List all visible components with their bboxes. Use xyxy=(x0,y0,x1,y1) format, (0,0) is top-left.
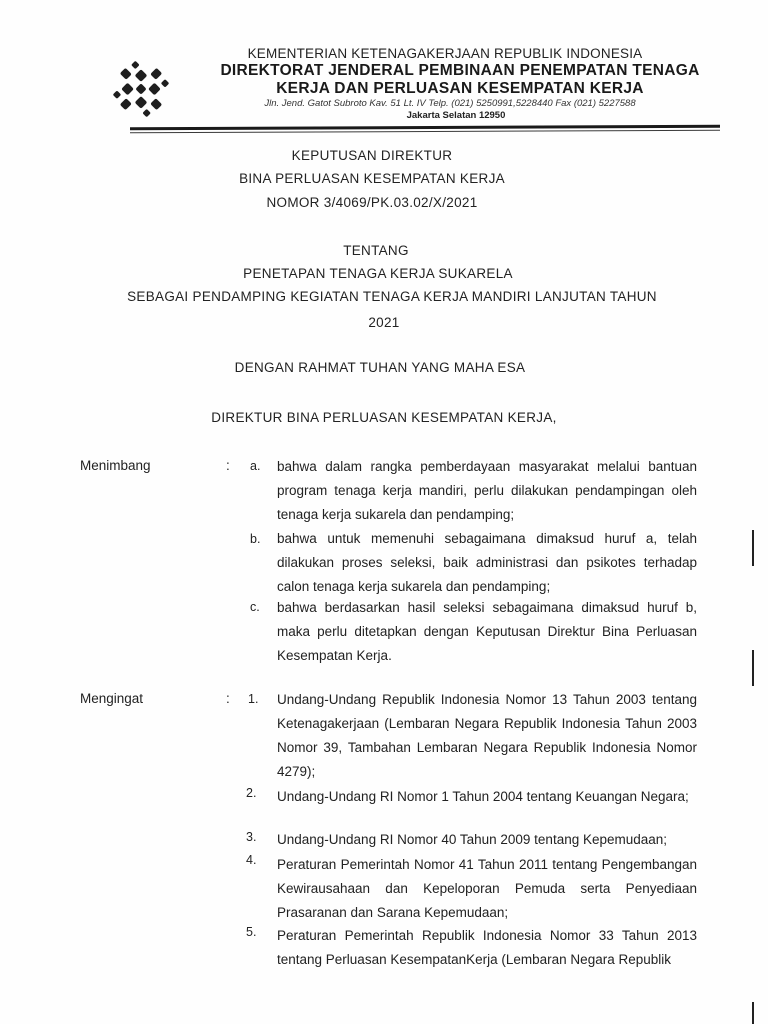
blessing-line: DENGAN RAHMAT TUHAN YANG MAHA ESA xyxy=(234,360,526,375)
about-line-2: SEBAGAI PENDAMPING KEGIATAN TENAGA KERJA MANDIRI LANJUTAN TAHUN xyxy=(127,289,657,304)
mengingat-item-4: Peraturan Pemerintah Nomor 41 Tahun 2011 tentang Pengembangan Kewirausahaan dan Kepeloporan Pemuda serta Penyediaan Prasaranan dan Sarana Kepemudaan; xyxy=(277,857,697,920)
decree-title-line-1: KEPUTUSAN DIREKTUR xyxy=(291,148,453,163)
mengingat-item-5: Peraturan Pemerintah Republik Indonesia Nomor 33 Tahun 2013 tentang Perluasan KesempatanKerja (Lembaran Negara Republik xyxy=(277,928,697,967)
about-heading: TENTANG xyxy=(343,243,409,258)
scan-edge-mark xyxy=(752,1002,754,1024)
ministry-name: KEMENTERIAN KETENAGAKERJAAN REPUBLIK INDONESIA xyxy=(247,46,643,61)
menimbang-item-b: bahwa untuk memenuhi sebagaimana dimaksud huruf a, telah dilakukan proses seleksi, baik administrasi dan psikotes terhadap calon tenaga kerja sukarela dan pendamping; xyxy=(277,531,697,594)
scan-edge-mark xyxy=(752,650,754,686)
menimbang-colon: : xyxy=(226,458,230,473)
directorate-general-line-1: DIREKTORAT JENDERAL PEMBINAAN PENEMPATAN TENAGA xyxy=(220,62,700,79)
about-line-1: PENETAPAN TENAGA KERJA SUKARELA xyxy=(243,266,513,281)
mengingat-marker-1: 1. xyxy=(248,692,259,706)
office-address: Jln. Jend. Gatot Subroto Kav. 51 Lt. IV Telp. (021) 5250991,5228440 Fax (021) 5227588 xyxy=(264,98,636,109)
mengingat-label: Mengingat xyxy=(80,691,144,706)
mengingat-item-3: Undang-Undang RI Nomor 40 Tahun 2009 tentang Kepemudaan; xyxy=(277,832,668,847)
directorate-general-line-2: KERJA DAN PERLUASAN KESEMPATAN KERJA xyxy=(276,80,644,97)
mengingat-marker-2: 2. xyxy=(246,786,257,800)
scan-edge-mark xyxy=(752,530,754,566)
mengingat-item-2: Undang-Undang RI Nomor 1 Tahun 2004 tentang Keuangan Negara; xyxy=(277,789,689,804)
about-line-3: 2021 xyxy=(368,315,400,330)
menimbang-marker-c: c. xyxy=(250,600,260,614)
menimbang-label: Menimbang xyxy=(80,458,151,473)
mengingat-colon: : xyxy=(226,691,230,706)
ministry-logo-icon xyxy=(110,58,172,120)
letterhead-text xyxy=(200,46,720,122)
mengingat-marker-3: 3. xyxy=(246,830,257,844)
menimbang-marker-a: a. xyxy=(250,459,261,473)
mengingat-marker-4: 4. xyxy=(246,853,257,867)
letterhead xyxy=(100,44,720,134)
menimbang-item-c: bahwa berdasarkan hasil seleksi sebagaimana dimaksud huruf b, maka perlu ditetapkan dengan Keputusan Direktur Bina Perluasan Kesempatan Kerja. xyxy=(277,600,697,663)
director-title: DIREKTUR BINA PERLUASAN KESEMPATAN KERJA, xyxy=(211,410,557,425)
menimbang-item-a: bahwa dalam rangka pemberdayaan masyarakat melalui bantuan program tenaga kerja mandiri, perlu dilakukan pendampingan oleh tenaga kerja sukarela dan pendamping; xyxy=(277,459,697,522)
mengingat-marker-5: 5. xyxy=(246,925,257,939)
decree-title-line-2: BINA PERLUASAN KESEMPATAN KERJA xyxy=(239,171,505,186)
decree-number: NOMOR 3/4069/PK.03.02/X/2021 xyxy=(266,195,478,210)
mengingat-item-1: Undang-Undang Republik Indonesia Nomor 13 Tahun 2003 tentang Ketenagakerjaan (Lembaran Negara Republik Indonesia Tahun 2003 Nomor 39, Tambahan Lembaran Negara Republik Indonesia Nomor 4279); xyxy=(277,692,697,779)
menimbang-marker-b: b. xyxy=(250,532,261,546)
office-city: Jakarta Selatan 12950 xyxy=(406,110,506,121)
